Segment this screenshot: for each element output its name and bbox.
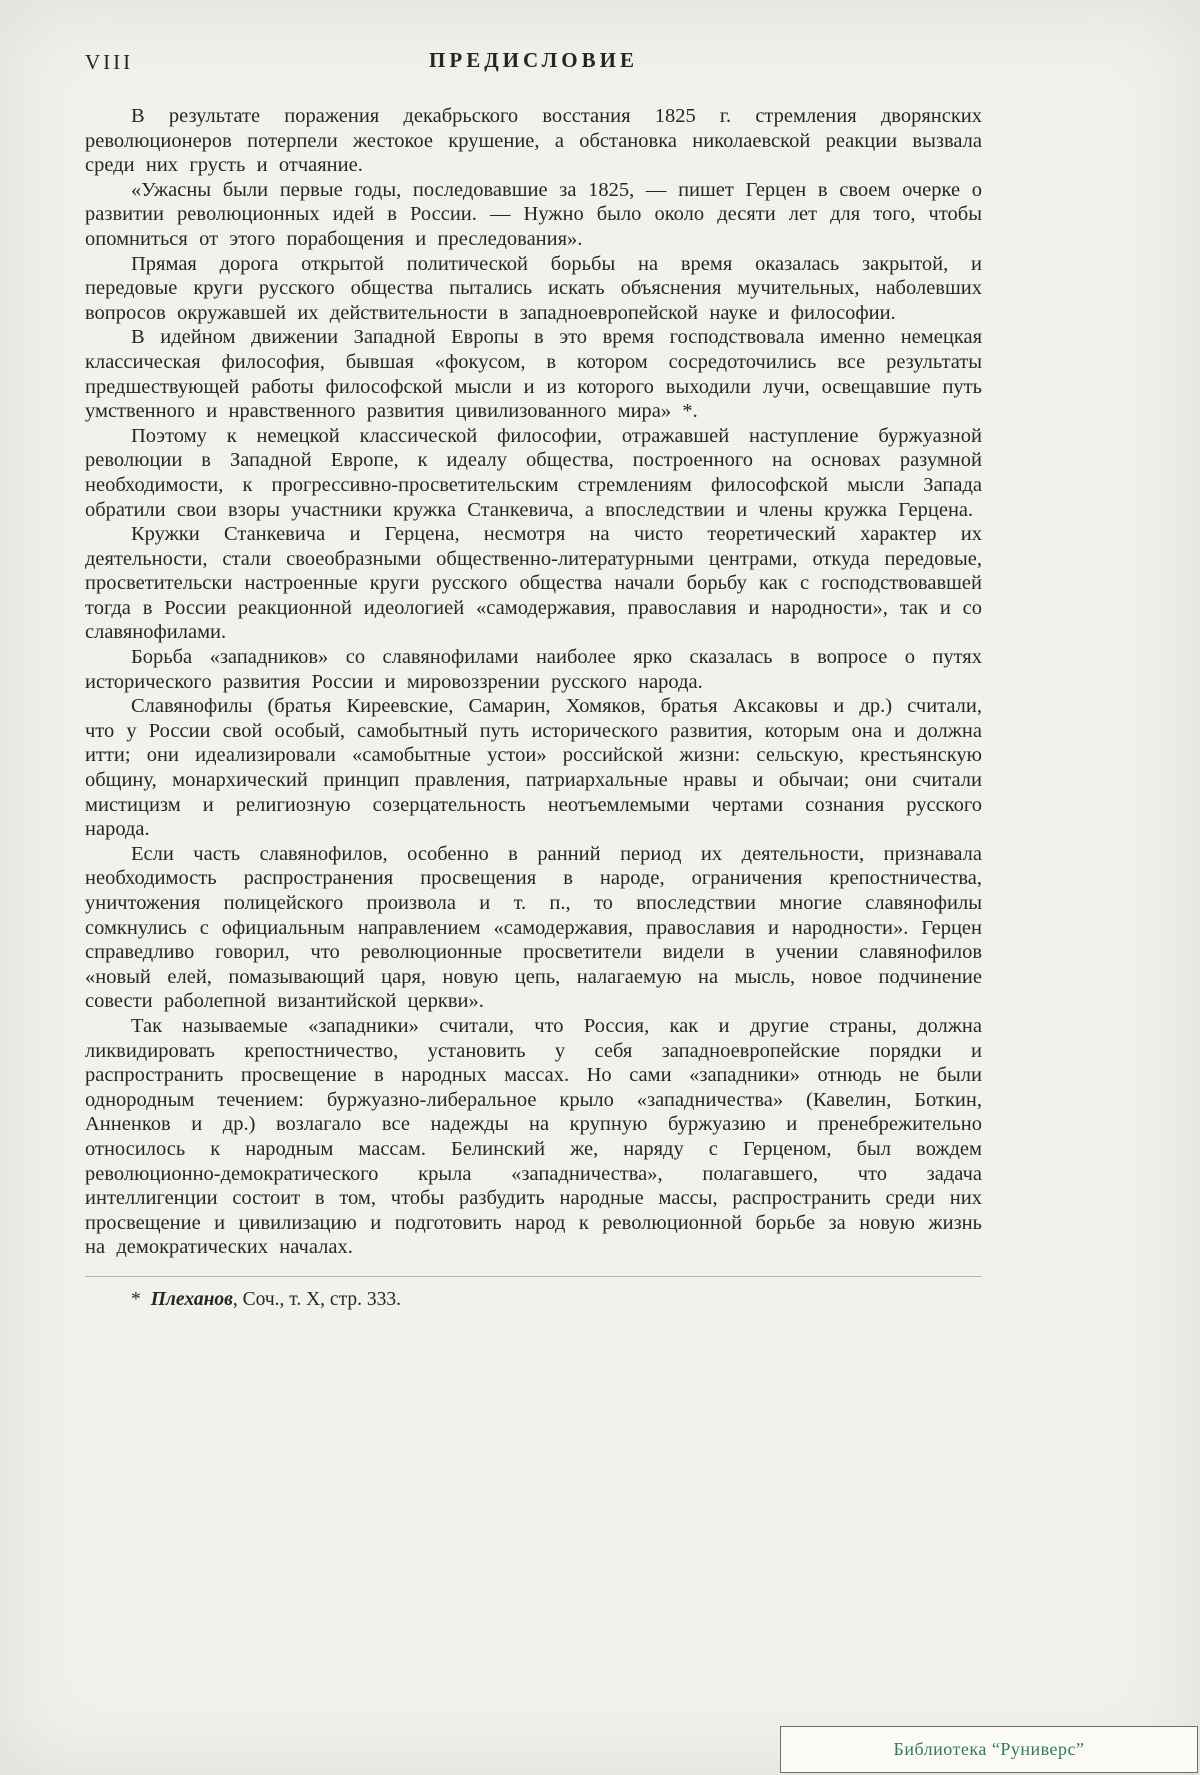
page-number: VIII [85, 50, 134, 74]
watermark-box [780, 1726, 1198, 1773]
paragraph: В идейном движении Западной Европы в это время господствовала именно немецкая классическая философия, бывшая «фокусом, в котором сосредоточились все результаты предшествующей работы философской мысли и из которого выходили лучи, освещавшие путь умственного и нравственного развития цивилизованного мира» *. [85, 326, 982, 423]
footnote-marker: * [131, 1288, 141, 1310]
paragraph: Славянофилы (братья Киреевские, Самарин, Хомяков, братья Аксаковы и др.) считали, что у России свой особый, самобытный путь исторического развития, которым она и должна итти; они идеализировали «самобытные устои» российской жизни: сельскую, крестьянскую общину, монархический принцип правления, патриархальные нравы и обычаи; они считали мистицизм и религиозную созерцательность неотъемлемыми чертами сознания русского народа. [85, 695, 982, 841]
page-title: ПРЕДИСЛОВИЕ [429, 48, 638, 72]
paragraph: Прямая дорога открытой политической борьбы на время оказалась закрытой, и передовые круги русского общества пытались искать объяснения мучительных, наболевших вопросов окружавшей их действительности в западноевропейской науке и философии. [85, 252, 982, 324]
paragraph: В результате поражения декабрьского восстания 1825 г. стремления дворянских революционеров потерпели жестокое крушение, а обстановка николаевской реакции вызвала среди них грусть и отчаяние. [85, 105, 982, 177]
page-header [85, 48, 982, 80]
body-text [85, 104, 982, 1260]
paragraph: Поэтому к немецкой классической философии, отражавшей наступление буржуазной революции в Западной Европе, к идеалу общества, построенного на основах разумной необходимости, к прогрессивно-просветительским стремлениям философской мысли Запада обратили свои взоры участники кружка Станкевича, а впоследствии и члены кружка Герцена. [85, 424, 982, 521]
paragraph: «Ужасны были первые годы, последовавшие за 1825, — пишет Герцен в своем очерке о развитии революционных идей в России. — Нужно было около десяти лет для того, чтобы опомниться от этого порабощения и преследования». [85, 178, 982, 250]
paragraph: Кружки Станкевича и Герцена, несмотря на чисто теоретический характер их деятельности, стали своеобразными общественно-литературными центрами, откуда передовые, просветительски настроенные круги русского общества начали борьбу как с господствовавшей тогда в России реакционной идеологией «самодержавия, православия и народности», так и со славянофилами. [85, 523, 982, 644]
watermark-label: Библиотека “Руниверс” [893, 1739, 1085, 1759]
footnote-author: Плеханов [150, 1288, 233, 1310]
paragraph: Борьба «западников» со славянофилами наиболее ярко сказалась в вопросе о путях исторического развития России и мировоззрении русского народа. [85, 646, 982, 693]
footnote [85, 1276, 982, 1311]
text-block [85, 48, 982, 1311]
paragraph: Так называемые «западники» считали, что Россия, как и другие страны, должна ликвидировать крепостничество, установить у себя западноевропейские порядки и распространить просвещение в народных массах. Но сами «западники» отнюдь не были однородным течением: буржуазно-либеральное крыло «западничества» (Кавелин, Боткин, Анненков и др.) возлагало все надежды на крупную буржуазию и пренебрежительно относилось к народным массам. Белинский же, наряду с Герценом, был вождем революционно-демократического крыла «западничества», полагавшего, что задача интеллигенции состоит в том, чтобы разбудить народные массы, распространить среди них просвещение и цивилизацию и подготовить народ к революционной борьбе за новую жизнь на демократических началах. [85, 1014, 982, 1259]
footnote-text: , Соч., т. X, стр. 333. [232, 1288, 401, 1310]
paragraph: Если часть славянофилов, особенно в ранний период их деятельности, признавала необходимость распространения просвещения в народе, ограничения крепостничества, уничтожения полицейского произвола и т. п., то впоследствии многие славянофилы сомкнулись с официальным направлением «самодержавия, православия и народности». Герцен справедливо говорил, что революционные просветители видели в учении славянофилов «новый елей, помазывающий царя, новую цепь, налагаемую на мысль, новое подчинение совести раболепной византийской церкви». [85, 842, 982, 1013]
